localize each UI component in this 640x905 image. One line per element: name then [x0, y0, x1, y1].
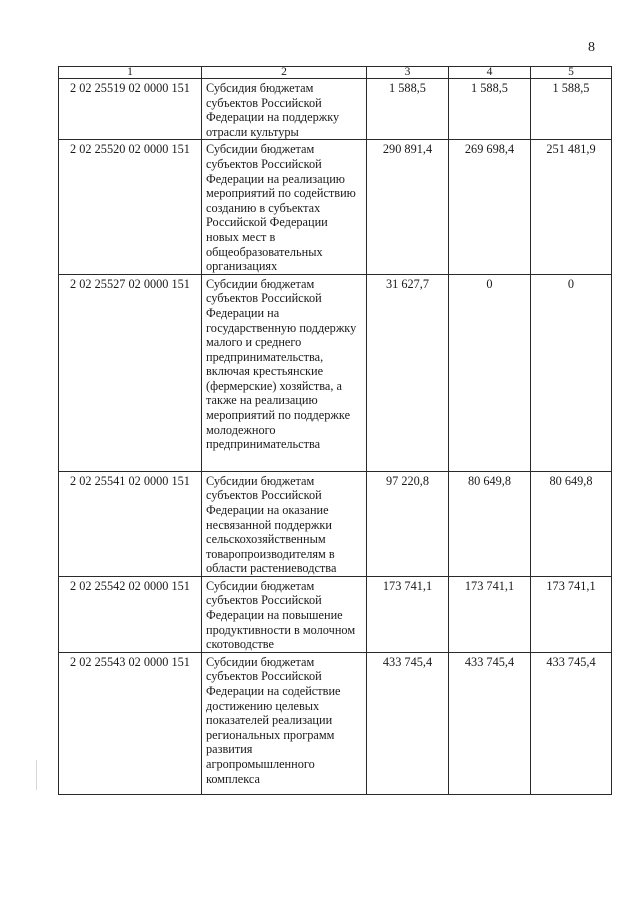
amount-year-3-cell: 80 649,8	[531, 471, 612, 576]
amount-year-2-cell: 173 741,1	[449, 576, 531, 652]
subsidy-name-cell: Субсидии бюджетам субъектов Российской Федерации на повышение продуктивности в молочном скотоводстве	[202, 576, 367, 652]
table-row	[59, 652, 612, 794]
subsidy-name-cell: Субсидия бюджетам субъектов Российской Федерации на поддержку отрасли культуры	[202, 79, 367, 140]
amount-year-1-cell: 97 220,8	[367, 471, 449, 576]
amount-year-2-cell: 1 588,5	[449, 79, 531, 140]
amount-year-1-cell: 31 627,7	[367, 274, 449, 471]
amount-year-1-cell: 1 588,5	[367, 79, 449, 140]
budget-code-cell: 2 02 25520 02 0000 151	[59, 140, 202, 274]
column-number-header-row	[59, 67, 612, 79]
column-header-2: 2	[202, 67, 367, 79]
amount-year-2-cell: 269 698,4	[449, 140, 531, 274]
table-row	[59, 140, 612, 274]
budget-code-cell: 2 02 25519 02 0000 151	[59, 79, 202, 140]
amount-year-3-cell: 0	[531, 274, 612, 471]
column-header-5: 5	[531, 67, 612, 79]
budget-revenue-table	[58, 66, 612, 795]
amount-year-3-cell: 251 481,9	[531, 140, 612, 274]
subsidy-name-cell: Субсидии бюджетам субъектов Российской Федерации на государственную поддержку малого и среднего предпринимательства, включая крестьянские (фермерские) хозяйства, а также на реализацию мероприятий по поддержке молодежного предпринимательства	[202, 274, 367, 471]
column-header-4: 4	[449, 67, 531, 79]
budget-code-cell: 2 02 25542 02 0000 151	[59, 576, 202, 652]
table-row	[59, 274, 612, 471]
column-header-1: 1	[59, 67, 202, 79]
scan-artifact-line	[36, 760, 37, 790]
amount-year-3-cell: 433 745,4	[531, 652, 612, 794]
table-row	[59, 471, 612, 576]
amount-year-2-cell: 433 745,4	[449, 652, 531, 794]
amount-year-2-cell: 0	[449, 274, 531, 471]
amount-year-2-cell: 80 649,8	[449, 471, 531, 576]
table-row	[59, 79, 612, 140]
amount-year-1-cell: 173 741,1	[367, 576, 449, 652]
subsidy-name-cell: Субсидии бюджетам субъектов Российской Федерации на реализацию мероприятий по содействию созданию в субъектах Российской Федерации новых мест в общеобразовательных организациях	[202, 140, 367, 274]
column-header-3: 3	[367, 67, 449, 79]
amount-year-3-cell: 1 588,5	[531, 79, 612, 140]
subsidy-name-cell: Субсидии бюджетам субъектов Российской Федерации на оказание несвязанной поддержки сельскохозяйственным товаропроизводителям в области растениеводства	[202, 471, 367, 576]
table-row	[59, 576, 612, 652]
amount-year-3-cell: 173 741,1	[531, 576, 612, 652]
budget-code-cell: 2 02 25527 02 0000 151	[59, 274, 202, 471]
budget-code-cell: 2 02 25543 02 0000 151	[59, 652, 202, 794]
subsidy-name-cell: Субсидии бюджетам субъектов Российской Федерации на содействие достижению целевых показателей реализации региональных программ развития агропромышленного комплекса	[202, 652, 367, 794]
amount-year-1-cell: 433 745,4	[367, 652, 449, 794]
page-number: 8	[588, 40, 595, 55]
amount-year-1-cell: 290 891,4	[367, 140, 449, 274]
budget-code-cell: 2 02 25541 02 0000 151	[59, 471, 202, 576]
